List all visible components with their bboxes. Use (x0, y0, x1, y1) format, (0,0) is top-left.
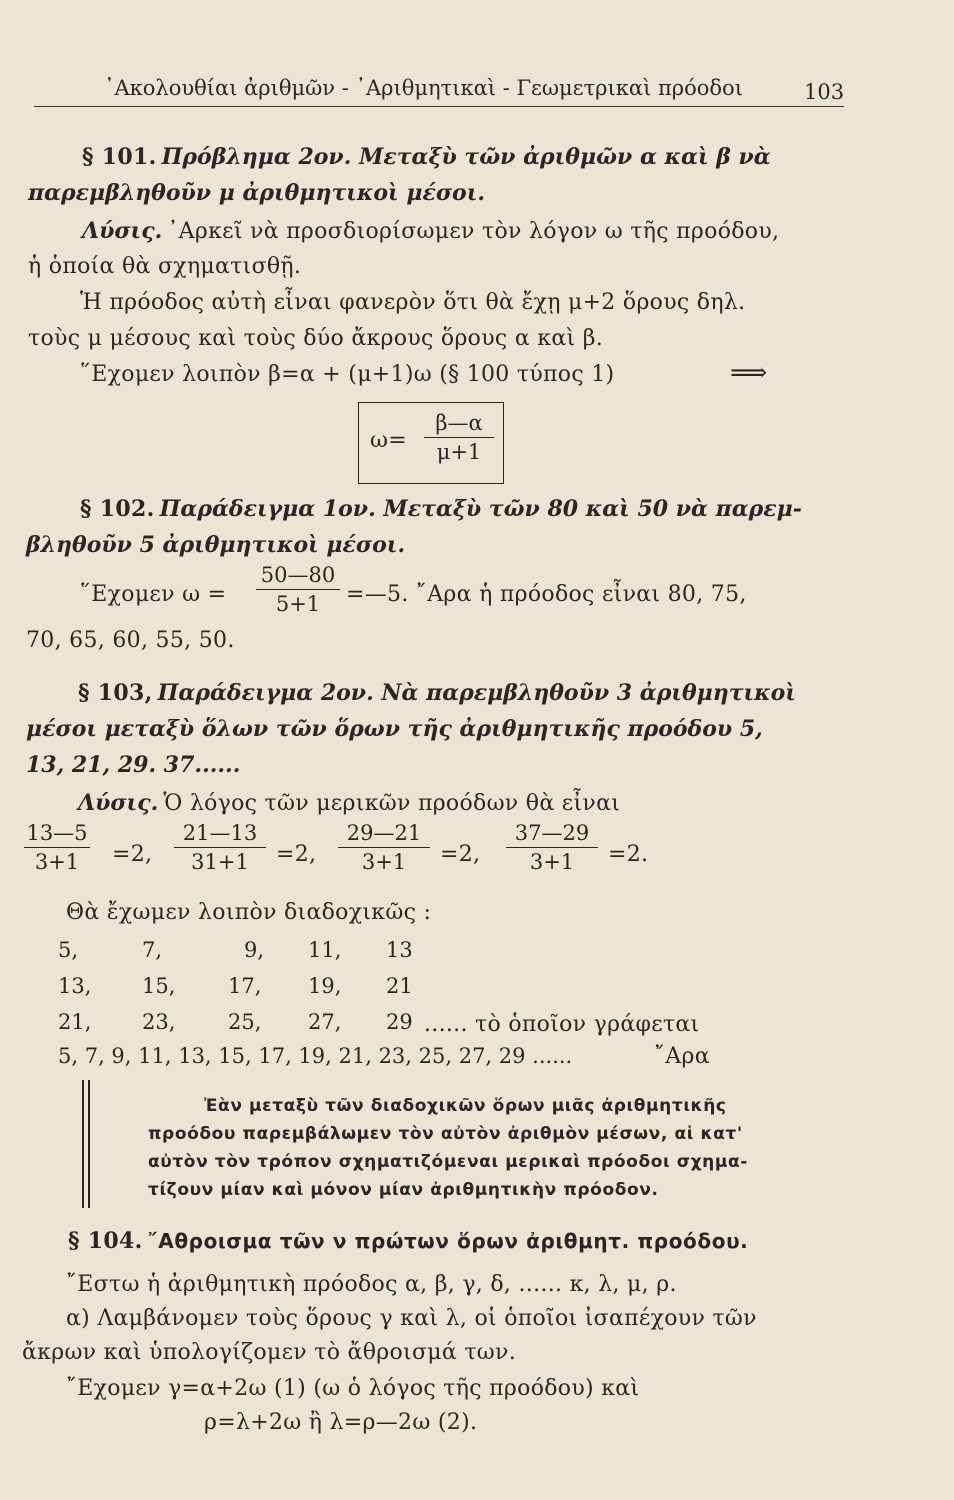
term: 13 (386, 938, 413, 962)
term: 5, (58, 938, 79, 962)
term: 11, (308, 938, 342, 962)
page-number: 103 (804, 80, 845, 104)
ratio-numerator: 21—13 (182, 821, 258, 845)
formula-denominator: μ+1 (436, 440, 482, 464)
solution-line-2: ἡ ὁποία θὰ σχηματισθῇ. (28, 254, 302, 279)
fraction-bar (424, 437, 494, 438)
fraction-bar (174, 847, 266, 848)
ratio-denominator: 3+1 (361, 850, 407, 874)
term: 21, (58, 1010, 92, 1034)
term: 19, (308, 974, 342, 998)
sum-line-2: α) Λαμβάνομεν τοὺς ὅρους γ καὶ λ, οἱ ὁποῖοι ἰσαπέχουν τῶν (66, 1306, 757, 1331)
example2-solution (78, 790, 620, 816)
section-mark: § 101. (82, 144, 157, 170)
solution-line-1 (82, 218, 779, 244)
sum-heading: ῎Αθροισμα τῶν ν πρώτων ὅρων ἀριθμητ. προόδου. (147, 1229, 749, 1253)
term: 17, (228, 974, 262, 998)
example2-heading-cont: μέσοι μεταξὺ ὅλων τῶν ὅρων τῆς ἀριθμητικῆς προόδου 5, (26, 716, 763, 742)
solution-text: ᾿Αρκεῖ νὰ προσδιορίσωμεν τὸν λόγον ω τῆς προόδου, (167, 219, 780, 244)
rule-line-4: τίζουν μίαν καὶ μόνον μίαν ἀριθμητικὴν πρόοδον. (148, 1180, 659, 1200)
example-fraction (256, 562, 340, 617)
solution-line-5: ῞Εχομεν λοιπὸν β=α + (μ+1)ω (§ 100 τύπος 1) (80, 362, 615, 387)
running-header-title: ᾿Ακολουθίαι ἀριθμῶν - ᾿Αριθμητικαὶ - Γεωμετρικαὶ πρόοδοι (104, 76, 743, 100)
example2-heading-cont-2: 13, 21, 29. 37...... (26, 752, 241, 778)
ratio-fraction-1 (24, 820, 90, 875)
solution-line-3: Ἡ πρόοδος αὐτὴ εἶναι φανερὸν ὅτι θὰ ἔχῃ μ+2 ὅρους δηλ. (80, 290, 746, 315)
ratio-equals-3: =2, (440, 842, 481, 867)
rule-line-3: αὐτὸν τὸν τρόπον σχηματιζόμεναι μερικαὶ πρόοδοι σχημα- (148, 1152, 748, 1172)
fraction-bar (256, 589, 340, 590)
example-lhs: ῞Εχομεν ω = (80, 582, 227, 607)
row3-tail: ...... τὸ ὁποῖον γράφεται (424, 1012, 700, 1037)
ratio-fraction-2 (174, 820, 266, 875)
ratio-numerator: 37—29 (514, 821, 590, 845)
example-line-2: 70, 65, 60, 55, 50. (26, 628, 235, 653)
example-rhs: =—5. ῎Αρα ἡ πρόοδος εἶναι 80, 75, (346, 582, 747, 607)
term: 15, (142, 974, 176, 998)
sum-line-5: ρ=λ+2ω ἢ λ=ρ—2ω (2). (204, 1410, 478, 1435)
term: 23, (142, 1010, 176, 1034)
term: 21 (386, 974, 413, 998)
ratio-denominator: 3+1 (529, 850, 575, 874)
implies-arrow: ⟹ (730, 358, 768, 388)
problem-heading: Πρόβλημα 2ον. Μεταξὺ τῶν ἀριθμῶν α καὶ β νὰ (161, 144, 771, 170)
ratio-denominator: 3+1 (34, 850, 80, 874)
combined-sequence: 5, 7, 9, 11, 13, 15, 17, 19, 21, 23, 25, 27, 29 ...... (58, 1044, 573, 1068)
term: 27, (308, 1010, 342, 1034)
term: 13, (58, 974, 92, 998)
term: 7, (142, 938, 163, 962)
term: 25, (228, 1010, 262, 1034)
combined-sequence-tail: ῎Αρα (654, 1044, 710, 1069)
term: 29 (386, 1010, 413, 1034)
problem-heading-cont: παρεμβληθοῦν μ ἀριθμητικοὶ μέσοι. (28, 180, 486, 206)
sum-line-1: ῎Εστω ἡ ἀριθμητικὴ πρόοδος α, β, γ, δ, ...... κ, λ, μ, ρ. (66, 1272, 677, 1297)
example-denominator: 5+1 (275, 592, 321, 616)
solution-label: Λύσις. (82, 218, 163, 244)
fraction-bar (338, 847, 430, 848)
term: 9, (244, 938, 265, 962)
solution-line-4: τοὺς μ μέσους καὶ τοὺς δύο ἄκρους ὅρους α καὶ β. (28, 326, 604, 351)
fraction-bar (24, 847, 90, 848)
rule-line-2: προόδου παρεμβάλωμεν τὸν αὐτὸν ἀριθμὸν μέσων, αἱ κατ' (148, 1124, 743, 1144)
solution-label: Λύσις. (78, 790, 159, 816)
formula-fraction (424, 410, 494, 465)
sum-line-4: ῎Εχομεν γ=α+2ω (1) (ω ὁ λόγος τῆς προόδου) καὶ (66, 1376, 640, 1401)
section-mark: § 104. (68, 1228, 143, 1254)
example-heading: Παράδειγμα 1ον. Μεταξὺ τῶν 80 καὶ 50 νὰ παρεμ- (159, 496, 802, 522)
section-104 (68, 1228, 748, 1254)
section-102 (80, 496, 802, 522)
ratio-fraction-3 (338, 820, 430, 875)
section-mark: § 103, (78, 680, 153, 706)
section-101 (82, 144, 771, 170)
rule-bar-right (88, 1080, 90, 1208)
example-numerator: 50—80 (260, 563, 336, 587)
formula-lhs: ω= (370, 428, 407, 453)
successive-intro: Θὰ ἔχωμεν λοιπὸν διαδοχικῶς : (66, 900, 432, 925)
ratio-equals-2: =2, (276, 842, 317, 867)
ratio-numerator: 29—21 (346, 821, 422, 845)
sum-line-3: ἄκρων καὶ ὑπολογίζομεν τὸ ἄθροισμά των. (22, 1340, 517, 1365)
example-heading-cont: βληθοῦν 5 ἀριθμητικοὶ μέσοι. (26, 532, 406, 558)
ratio-numerator: 13—5 (26, 821, 88, 845)
section-mark: § 102. (80, 496, 155, 522)
ratio-equals-4: =2. (608, 842, 649, 867)
rule-line-1: Ἐὰν μεταξὺ τῶν διαδοχικῶν ὅρων μιᾶς ἀριθμητικῆς (204, 1096, 727, 1116)
example2-heading: Παράδειγμα 2ον. Νὰ παρεμβληθοῦν 3 ἀριθμητικοὶ (157, 680, 796, 706)
solution-text: Ὁ λόγος τῶν μερικῶν προόδων θὰ εἶναι (163, 791, 621, 816)
section-103 (78, 680, 796, 706)
ratio-equals-1: =2, (112, 842, 153, 867)
rule-bar-left (82, 1080, 84, 1208)
ratio-fraction-4 (506, 820, 598, 875)
formula-numerator: β—α (435, 411, 483, 435)
ratio-denominator: 31+1 (191, 850, 249, 874)
fraction-bar (506, 847, 598, 848)
header-rule (34, 106, 844, 107)
